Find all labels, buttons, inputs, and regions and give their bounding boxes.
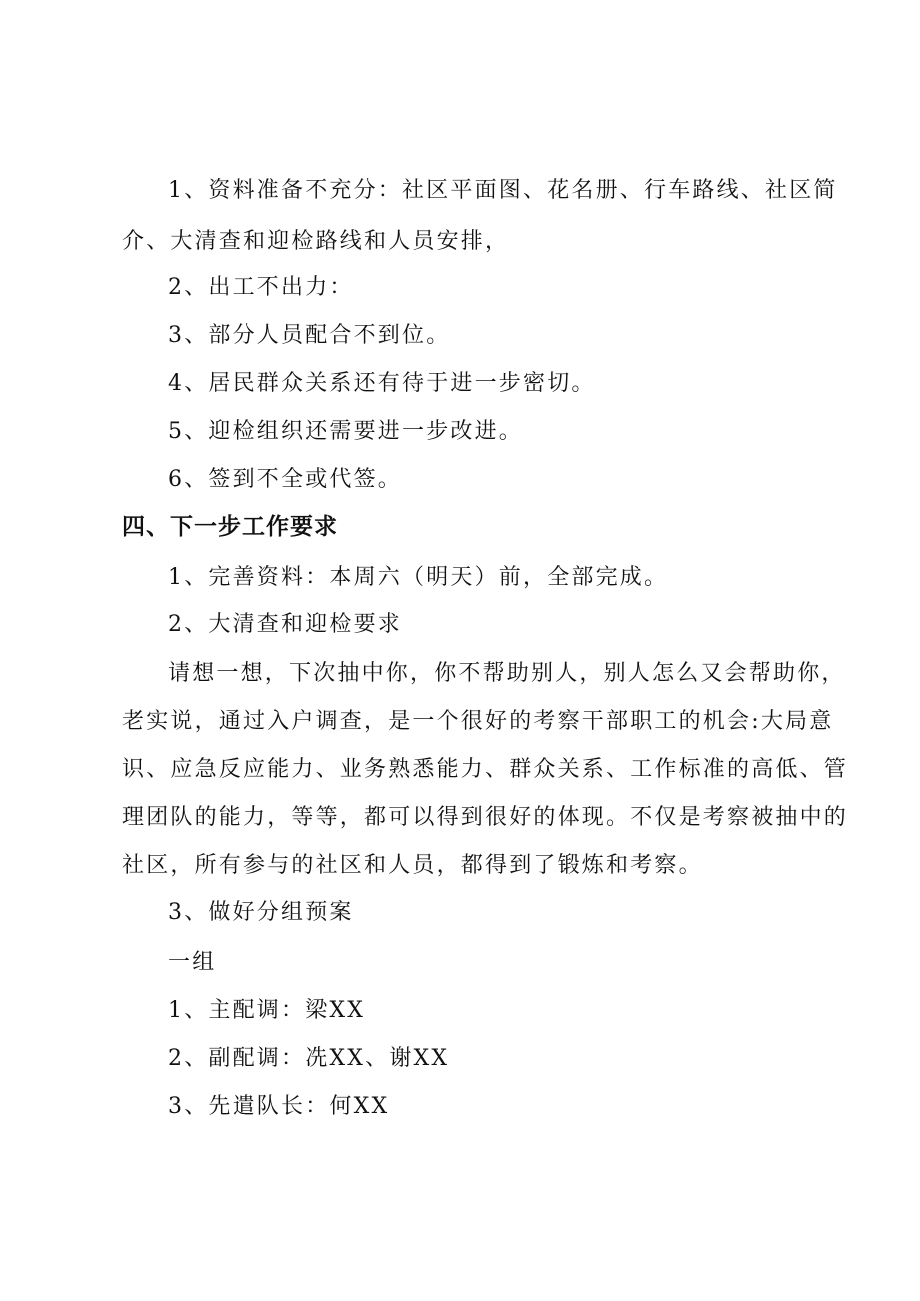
issue-1-line-2: 介、大清查和迎检路线和人员安排， <box>122 229 510 254</box>
issue-3: 3、部分人员配合不到位。 <box>168 323 451 348</box>
issue-6: 6、签到不全或代签。 <box>168 467 402 492</box>
paragraph-line-5: 社区，所有参与的社区和人员，都得到了锻炼和考察。 <box>122 853 703 878</box>
issue-5: 5、迎检组织还需要进一步改进。 <box>168 419 523 444</box>
plan-heading: 3、做好分组预案 <box>168 900 354 925</box>
group-member-1: 1、主配调：梁XX <box>168 998 366 1023</box>
paragraph-line-2: 老实说，通过入户调查，是一个很好的考察干部职工的机会:大局意 <box>122 709 834 734</box>
group-member-3: 3、先遣队长：何XX <box>168 1094 390 1119</box>
paragraph-line-1: 请想一想，下次抽中你，你不帮助别人，别人怎么又会帮助你， <box>168 661 846 686</box>
group-title: 一组 <box>168 950 217 975</box>
requirement-2: 2、大清查和迎检要求 <box>168 612 402 637</box>
group-member-2: 2、副配调：冼XX、谢XX <box>168 1046 450 1071</box>
paragraph-line-4: 理团队的能力，等等，都可以得到很好的体现。不仅是考察被抽中的 <box>122 805 849 830</box>
requirement-1: 1、完善资料：本周六（明天）前，全部完成。 <box>168 565 669 590</box>
section-heading: 四、下一步工作要求 <box>122 514 338 540</box>
issue-4: 4、居民群众关系还有待于进一步密切。 <box>168 371 596 396</box>
issue-1-line-1: 1、资料准备不充分：社区平面图、花名册、行车路线、社区简 <box>168 178 838 203</box>
paragraph-line-3: 识、应急反应能力、业务熟悉能力、群众关系、工作标准的高低、管 <box>122 757 849 782</box>
issue-2: 2、出工不出力： <box>168 275 354 300</box>
